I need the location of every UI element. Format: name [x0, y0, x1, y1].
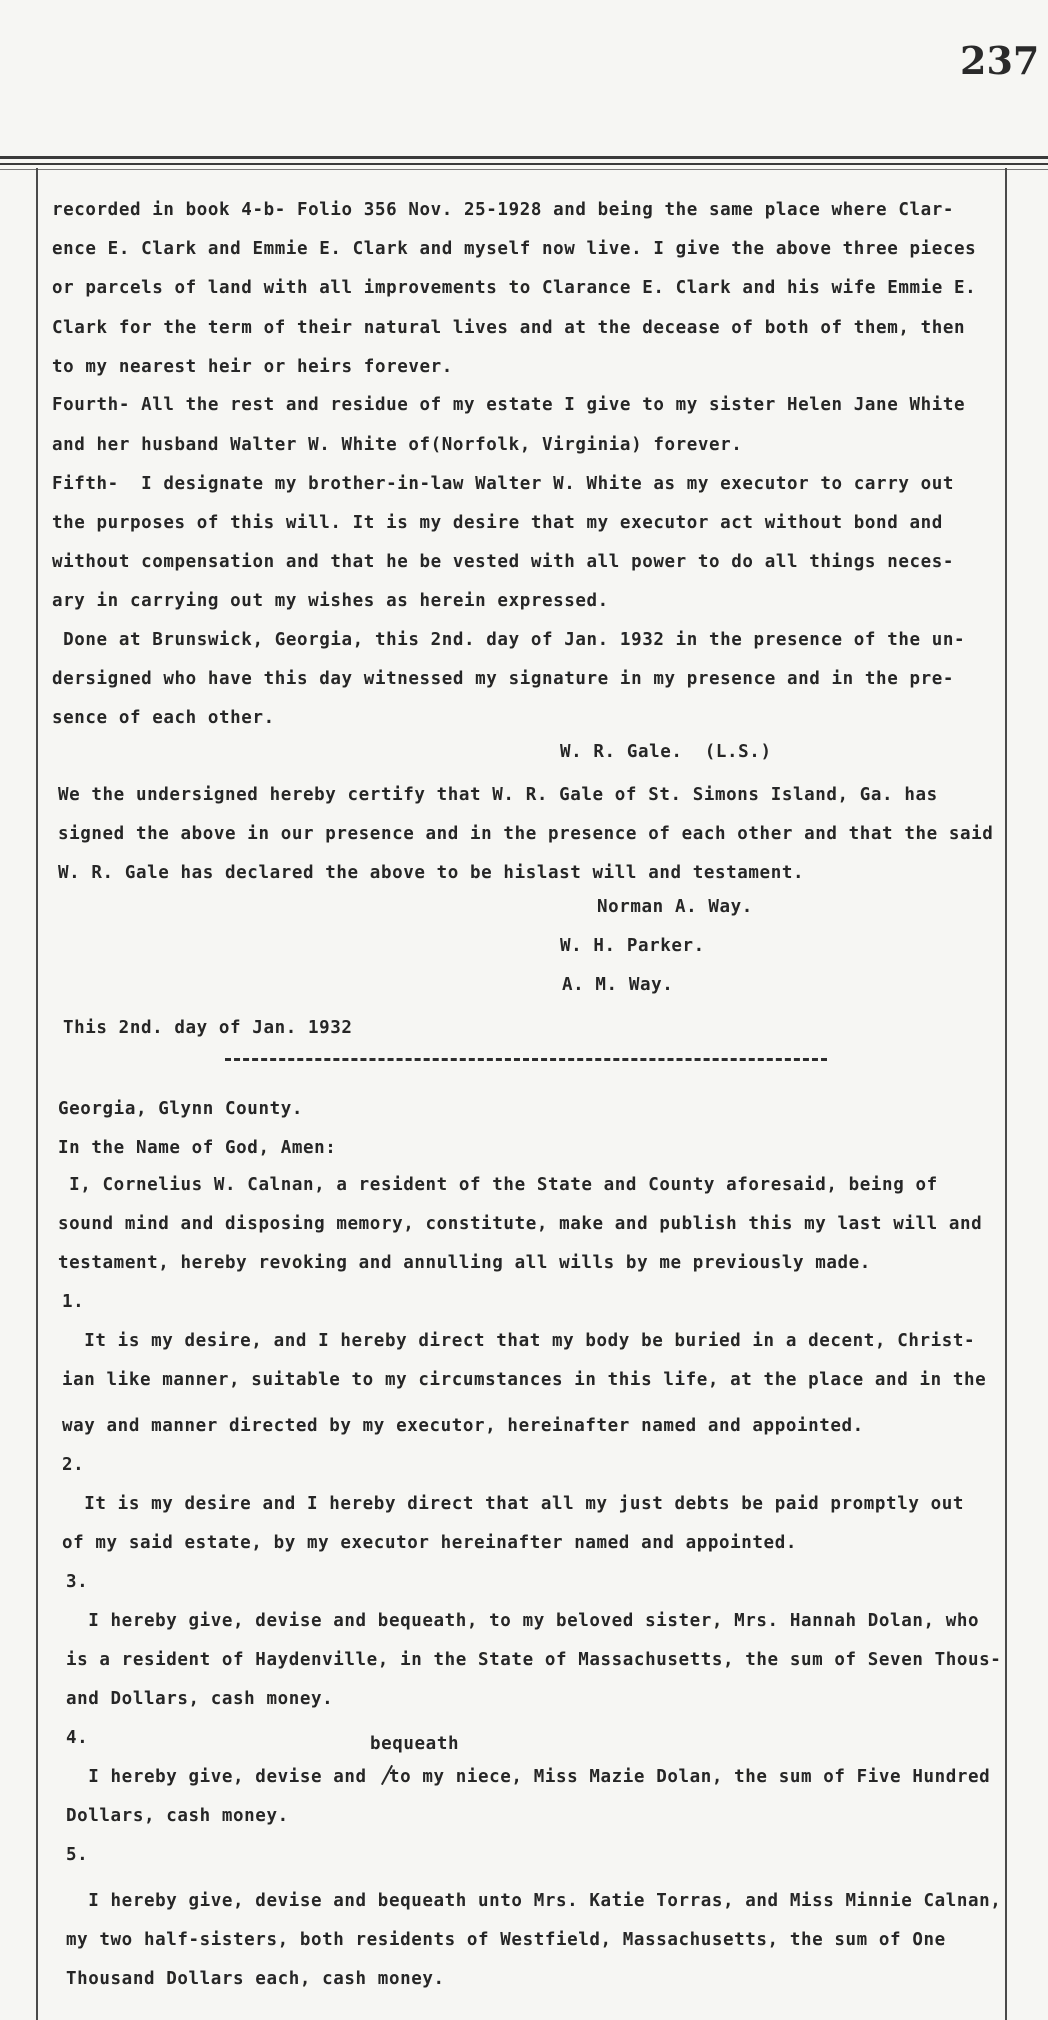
text-line: is a resident of Haydenville, in the State of Massachusetts, the sum of Seven Thous- — [66, 1650, 1002, 1670]
text-line: recorded in book 4-b- Folio 356 Nov. 25-1928 and being the same place where Clar- — [52, 200, 955, 220]
header-rule — [0, 169, 1048, 170]
text-line: testament, hereby revoking and annulling all wills by me previously made. — [58, 1253, 871, 1273]
header-rule — [0, 156, 1048, 159]
text-line: my two half-sisters, both residents of Westfield, Massachusetts, the sum of One — [66, 1930, 946, 1950]
text-line: to my nearest heir or heirs forever. — [52, 357, 453, 377]
text-line: Fourth- All the rest and residue of my estate I give to my sister Helen Jane White — [52, 395, 966, 415]
text-line: W. R. Gale has declared the above to be hislast will and testament. — [58, 863, 805, 883]
left-margin-rule — [36, 168, 38, 2020]
text-line: It is my desire, and I hereby direct that my body be buried in a decent, Christ- — [62, 1331, 976, 1351]
text-line: Clark for the term of their natural lives and at the decease of both of them, then — [52, 318, 966, 338]
text-line: of my said estate, by my executor hereinafter named and appointed. — [62, 1533, 797, 1553]
text-line: Dollars, cash money. — [66, 1806, 289, 1826]
text-line: sound mind and disposing memory, constitute, make and publish this my last will and — [58, 1214, 983, 1234]
text-line: Thousand Dollars each, cash money. — [66, 1969, 445, 1989]
section-number: 5. — [66, 1845, 89, 1865]
section-number: 1. — [62, 1292, 85, 1312]
text-line: Done at Brunswick, Georgia, this 2nd. day of Jan. 1932 in the presence of the un- — [52, 630, 966, 650]
header-rule — [0, 163, 1048, 165]
handwritten-insertion: bequeath — [370, 1734, 460, 1754]
text-line: ian like manner, suitable to my circumstances in this life, at the place and in the — [62, 1370, 987, 1390]
text-line: In the Name of God, Amen: — [58, 1138, 337, 1158]
right-margin-rule — [1005, 168, 1007, 2020]
text-line: Fifth- I designate my brother-in-law Walter W. White as my executor to carry out — [52, 474, 955, 494]
text-line: without compensation and that he be vested with all power to do all things neces- — [52, 552, 955, 572]
text-line: ary in carrying out my wishes as herein expressed. — [52, 591, 609, 611]
text-line: I hereby give, devise and bequeath unto Mrs. Katie Torras, and Miss Minnie Calnan, — [66, 1891, 1002, 1911]
section-number: 3. — [66, 1572, 89, 1592]
text-line: and her husband Walter W. White of(Norfolk, Virginia) forever. — [52, 435, 743, 455]
text-line: It is my desire and I hereby direct that all my just debts be paid promptly out — [62, 1494, 965, 1514]
text-line: We the undersigned hereby certify that W. R. Gale of St. Simons Island, Ga. has — [58, 785, 938, 805]
text-line: ence E. Clark and Emmie E. Clark and myself now live. I give the above three pieces — [52, 239, 977, 259]
witness-signature: A. M. Way. — [562, 975, 674, 995]
text-line: and Dollars, cash money. — [66, 1689, 334, 1709]
text-line: sence of each other. — [52, 708, 275, 728]
witness-signature: Norman A. Way. — [597, 897, 753, 917]
section-divider — [225, 1058, 827, 1061]
text-line: I hereby give, devise and to my niece, Miss Mazie Dolan, the sum of Five Hundred — [66, 1767, 991, 1787]
text-line: Georgia, Glynn County. — [58, 1099, 303, 1119]
text-line: way and manner directed by my executor, hereinafter named and appointed. — [62, 1416, 864, 1436]
section-number: 4. — [66, 1728, 89, 1748]
text-line: signed the above in our presence and in the presence of each other and that the said — [58, 824, 994, 844]
section-number: 2. — [62, 1455, 85, 1475]
testator-signature: W. R. Gale. (L.S.) — [560, 742, 772, 762]
date-line: This 2nd. day of Jan. 1932 — [63, 1018, 353, 1038]
text-line: I hereby give, devise and bequeath, to my beloved sister, Mrs. Hannah Dolan, who — [66, 1611, 980, 1631]
text-line: the purposes of this will. It is my desire that my executor act without bond and — [52, 513, 943, 533]
text-line: dersigned who have this day witnessed my signature in my presence and in the pre- — [52, 669, 955, 689]
witness-signature: W. H. Parker. — [560, 936, 705, 956]
text-line: I, Cornelius W. Calnan, a resident of the State and County aforesaid, being of — [58, 1175, 938, 1195]
page-number: 237 — [960, 38, 1040, 83]
text-line: or parcels of land with all improvements to Clarance E. Clark and his wife Emmie E. — [52, 278, 977, 298]
